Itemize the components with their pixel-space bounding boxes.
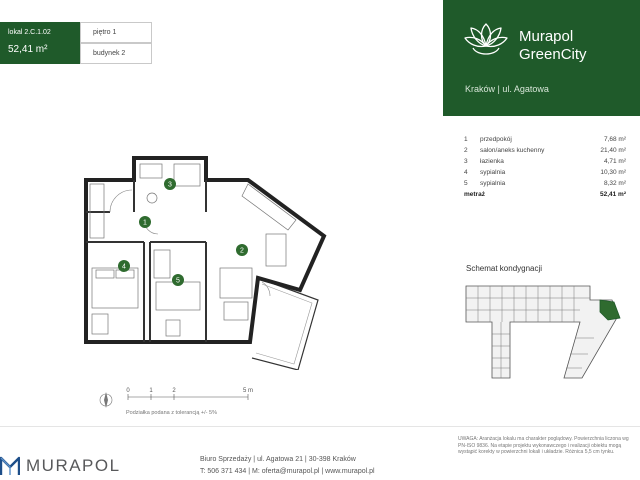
- room-name: łazienka: [480, 158, 504, 165]
- building-cell: budynek 2: [80, 43, 152, 64]
- scale-tick-0: 0: [126, 388, 130, 394]
- room-number: 3: [464, 158, 468, 165]
- brand-name-line2: GreenCity: [519, 46, 587, 63]
- room-number: 2: [464, 147, 468, 154]
- footer-divider: [0, 426, 640, 427]
- unit-id-panel: [0, 22, 80, 64]
- murapol-logo-icon: [0, 454, 20, 476]
- office-contact: T: 506 371 434 | M: oferta@murapol.pl | www.murapol.pl: [200, 468, 375, 475]
- unit-info-box: [0, 22, 152, 64]
- room-row: [458, 158, 626, 169]
- office-address: Biuro Sprzedaży | ul. Agatowa 21 | 30-398 Kraków: [200, 456, 356, 463]
- brand-name-line1: Murapol: [519, 28, 574, 45]
- compass-icon: [100, 392, 112, 408]
- unit-number: lokal 2.C.1.02: [8, 29, 51, 36]
- disclaimer-text: UWAGA: Aranżacja lokalu ma charakter poglądowy. Powierzchnia liczona wg PN-ISO 9836. Na etapie projektu wykonawczego i realizacji obiektu mogą wystąpić korekty w powierzchni lokali i układzie. Różnica 5,5 cm tynku.: [458, 436, 629, 456]
- room-row: [458, 169, 626, 180]
- floor-cell: piętro 1: [80, 22, 152, 43]
- unit-area: 52,41 m²: [8, 44, 48, 55]
- room-marker-5: [172, 274, 184, 286]
- room-area: 10,30 m²: [600, 169, 626, 176]
- room-number: 1: [464, 136, 468, 143]
- scale-tick-3: 5 m: [242, 388, 254, 394]
- room-name: salon/aneks kuchenny: [480, 147, 545, 154]
- room-number: 4: [464, 169, 468, 176]
- scale-tick-1: 1: [149, 388, 153, 394]
- balcony: [252, 278, 318, 370]
- room-name: sypialnia: [480, 180, 506, 187]
- room-area: 8,32 m²: [603, 180, 626, 187]
- room-area: 4,71 m²: [603, 158, 626, 165]
- svg-text:5: 5: [176, 277, 180, 285]
- svg-text:4: 4: [122, 263, 126, 271]
- room-marker-1: [139, 216, 151, 228]
- room-marker-4: [118, 260, 130, 272]
- room-row: [458, 147, 626, 158]
- floor-plan: [70, 150, 340, 370]
- svg-text:2: 2: [240, 247, 244, 255]
- svg-text:3: 3: [168, 181, 172, 189]
- total-row: [458, 191, 626, 203]
- total-area: 52,41 m²: [599, 191, 626, 198]
- room-table: [458, 136, 626, 203]
- room-name: przedpokój: [480, 136, 512, 143]
- room-area: 21,40 m²: [600, 147, 626, 154]
- total-label: metraż: [464, 191, 485, 198]
- floor-scheme-label: Schemat kondygnacji: [466, 264, 543, 273]
- brand-panel: [443, 0, 640, 116]
- room-marker-3: [164, 178, 176, 190]
- room-name: sypialnia: [480, 169, 506, 176]
- scale-note: Podziałka podana z tolerancją +/- 5%: [126, 410, 217, 416]
- room-marker-2: [236, 244, 248, 256]
- flower-logo-icon: [463, 18, 509, 62]
- room-row: [458, 180, 626, 191]
- scale-tick-2: 2: [172, 388, 176, 394]
- svg-text:1: 1: [143, 219, 147, 227]
- room-number: 5: [464, 180, 468, 187]
- brand-location: Kraków | ul. Agatowa: [465, 84, 549, 94]
- room-area: 7,68 m²: [603, 136, 626, 143]
- floor-scheme: [462, 278, 632, 386]
- room-row: [458, 136, 626, 147]
- murapol-logo: MURAPOL: [26, 456, 121, 475]
